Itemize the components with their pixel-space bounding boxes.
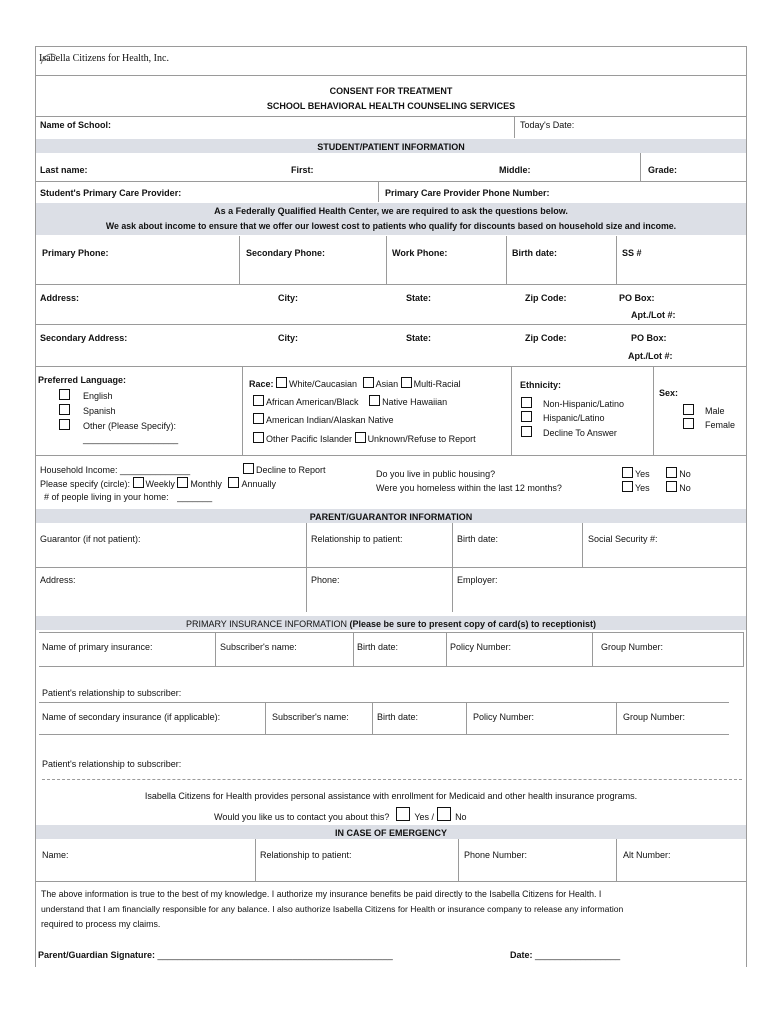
signature-line[interactable]: _______________________________________________: [157, 950, 393, 960]
english-checkbox[interactable]: [59, 389, 70, 400]
secondary-insurance-label[interactable]: Name of secondary insurance (if applicable):: [42, 712, 221, 722]
consent-text-line3: required to process my claims.: [41, 919, 161, 929]
primary-phone-label[interactable]: Primary Phone:: [42, 248, 109, 258]
student-section-header: STUDENT/PATIENT INFORMATION: [317, 142, 465, 152]
ethnicity-label: Ethnicity:: [520, 380, 562, 390]
pacific-islander-option: Other Pacific Islander: [266, 434, 353, 444]
hispanic-checkbox[interactable]: [521, 411, 532, 422]
frequency-label: Please specify (circle):: [40, 479, 131, 489]
emergency-section-header: IN CASE OF EMERGENCY: [334, 828, 447, 838]
form-subtitle: SCHOOL BEHAVIORAL HEALTH COUNSELING SERVICES: [266, 101, 516, 111]
monthly-checkbox[interactable]: [177, 477, 188, 488]
unknown-checkbox[interactable]: [355, 432, 366, 443]
black-checkbox[interactable]: [253, 395, 264, 406]
zip-label[interactable]: Zip Code:: [525, 293, 567, 303]
consent-text-line1: The above information is true to the best of my knowledge. I authorize my insurance benefits be paid directly to the Isabella Citizens for Health. I: [41, 889, 602, 899]
secondary-apt-label[interactable]: Apt./Lot #:: [628, 351, 673, 361]
address-label[interactable]: Address:: [40, 293, 80, 303]
race-row-1: [249, 377, 461, 389]
secondary-zip-label[interactable]: Zip Code:: [525, 333, 567, 343]
insurance-section-header: [36, 619, 746, 629]
medicaid-question: Would you like us to contact you about this?: [214, 812, 390, 822]
english-option: English: [83, 391, 113, 401]
homeless-answers: [622, 481, 691, 493]
homeless-no: No: [679, 483, 691, 493]
female-option: Female: [705, 420, 736, 430]
non-hispanic-option: Non-Hispanic/Latino: [543, 399, 625, 409]
signature-date-row: [510, 950, 620, 960]
medicaid-yes-checkbox[interactable]: [396, 807, 410, 821]
insurance-birth-date-label[interactable]: Birth date:: [357, 642, 399, 652]
race-row-3: [253, 413, 394, 425]
decline-ethnicity-option: Decline To Answer: [543, 428, 617, 438]
guarantor-ssn-label[interactable]: Social Security #:: [588, 534, 658, 544]
medicaid-contact-row: [214, 807, 467, 822]
black-option: African American/Black: [266, 397, 359, 407]
race-row-4: [253, 432, 476, 444]
pcp-label[interactable]: Student's Primary Care Provider:: [40, 188, 182, 198]
group-number-label[interactable]: Group Number:: [601, 642, 664, 652]
spanish-checkbox[interactable]: [59, 404, 70, 415]
medicaid-notice: Isabella Citizens for Health provides personal assistance with enrollment for Medicaid and other health insurance programs.: [144, 791, 638, 801]
last-name-label[interactable]: Last name:: [40, 165, 88, 175]
weekly-checkbox[interactable]: [133, 477, 144, 488]
homeless-yes-checkbox[interactable]: [622, 481, 633, 492]
other-language-blank[interactable]: ___________________: [83, 434, 179, 444]
white-option: White/Caucasian: [289, 379, 358, 389]
city-label[interactable]: City:: [278, 293, 298, 303]
white-checkbox[interactable]: [276, 377, 287, 388]
male-checkbox[interactable]: [683, 404, 694, 415]
secondary-subscriber-label[interactable]: Subscriber's name:: [272, 712, 349, 722]
medicaid-no: No: [455, 812, 467, 822]
secondary-address-label[interactable]: Secondary Address:: [40, 333, 128, 343]
guarantor-address-label[interactable]: Address:: [40, 575, 76, 585]
emergency-relationship-label[interactable]: Relationship to patient:: [260, 850, 352, 860]
race-row-2: [253, 395, 447, 407]
form-title: CONSENT FOR TREATMENT: [329, 86, 453, 96]
consent-form: [35, 46, 747, 967]
signature-date-label: Date:: [510, 950, 533, 960]
multi-racial-checkbox[interactable]: [401, 377, 412, 388]
secondary-city-label[interactable]: City:: [278, 333, 298, 343]
grade-label[interactable]: Grade:: [648, 165, 678, 175]
apt-label[interactable]: Apt./Lot #:: [631, 310, 676, 320]
weekly-option: Weekly: [145, 479, 175, 489]
homeless-question: Were you homeless within the last 12 months?: [376, 483, 562, 493]
relationship-to-subscriber-label[interactable]: Patient's relationship to subscriber:: [42, 688, 182, 698]
income-notice: We ask about income to ensure that we offer our lowest cost to patients who qualify for discounts based on household size and income.: [105, 221, 677, 231]
homeless-yes: Yes: [635, 483, 650, 493]
household-size-blank[interactable]: _______: [177, 492, 213, 502]
male-option: Male: [705, 406, 725, 416]
secondary-group-label[interactable]: Group Number:: [623, 712, 686, 722]
secondary-state-label[interactable]: State:: [406, 333, 432, 343]
household-size-row: [44, 492, 212, 502]
fqhc-notice: As a Federally Qualified Health Center, we are required to ask the questions below.: [214, 206, 568, 216]
medicaid-slash: /: [431, 812, 435, 822]
annually-checkbox[interactable]: [228, 477, 239, 488]
hawaiian-option: Native Hawaiian: [382, 397, 448, 407]
pacific-islander-checkbox[interactable]: [253, 432, 264, 443]
work-phone-label[interactable]: Work Phone:: [392, 248, 448, 258]
public-housing-question: Do you live in public housing?: [376, 469, 496, 479]
spanish-option: Spanish: [83, 406, 116, 416]
decline-income-checkbox[interactable]: [243, 463, 254, 474]
asian-checkbox[interactable]: [363, 377, 374, 388]
public-housing-no-checkbox[interactable]: [666, 467, 677, 478]
ssn-label[interactable]: SS #: [622, 248, 642, 258]
public-housing-yes-checkbox[interactable]: [622, 467, 633, 478]
public-housing-no: No: [679, 469, 691, 479]
sex-label: Sex:: [659, 388, 679, 398]
signature-label: Parent/Guardian Signature:: [38, 950, 156, 960]
primary-insurance-label[interactable]: Name of primary insurance:: [42, 642, 153, 652]
secondary-po-box-label[interactable]: PO Box:: [631, 333, 667, 343]
insurance-header-note: (Please be sure to present copy of card(s) to receptionist): [349, 619, 597, 629]
unknown-option: Unknown/Refuse to Report: [367, 434, 476, 444]
guarantor-phone-label[interactable]: Phone:: [311, 575, 340, 585]
other-language-option: Other (Please Specify):: [83, 421, 177, 431]
secondary-phone-label[interactable]: Secondary Phone:: [246, 248, 326, 258]
consent-text-line2: understand that I am financially responsible for any balance. I also authorize Isabella Citizens for Health or insurance company to release any information: [41, 904, 624, 914]
middle-name-label[interactable]: Middle:: [499, 165, 531, 175]
signature-row: [38, 950, 393, 960]
guarantor-birth-date-label[interactable]: Birth date:: [457, 534, 499, 544]
medicaid-no-checkbox[interactable]: [437, 807, 451, 821]
hispanic-option: Hispanic/Latino: [543, 413, 605, 423]
race-label: Race:: [249, 379, 274, 389]
state-label[interactable]: State:: [406, 293, 432, 303]
american-indian-option: American Indian/Alaskan Native: [266, 415, 394, 425]
decline-income-row: [243, 463, 326, 475]
hawaiian-checkbox[interactable]: [369, 395, 380, 406]
income-frequency-row: [40, 477, 276, 489]
guarantor-label[interactable]: Guarantor (if not patient):: [40, 534, 141, 544]
todays-date-label: Today's Date:: [520, 120, 575, 130]
subscriber-name-label[interactable]: Subscriber's name:: [220, 642, 297, 652]
annually-option: Annually: [241, 479, 276, 489]
household-size-label: # of people living in your home:: [44, 492, 169, 502]
language-label: Preferred Language:: [38, 375, 127, 385]
monthly-option: Monthly: [190, 479, 222, 489]
other-language-checkbox[interactable]: [59, 419, 70, 430]
school-name-label: Name of School:: [40, 120, 112, 130]
homeless-no-checkbox[interactable]: [666, 481, 677, 492]
signature-date-line[interactable]: _________________: [535, 950, 621, 960]
decline-income-option: Decline to Report: [256, 465, 326, 475]
decline-ethnicity-checkbox[interactable]: [521, 426, 532, 437]
pcp-phone-label[interactable]: Primary Care Provider Phone Number:: [385, 188, 550, 198]
medicaid-yes: Yes: [414, 812, 429, 822]
secondary-birth-date-label[interactable]: Birth date:: [377, 712, 419, 722]
emergency-name-label[interactable]: Name:: [42, 850, 69, 860]
american-indian-checkbox[interactable]: [253, 413, 264, 424]
household-income-field[interactable]: Household Income: ______________: [40, 465, 191, 475]
emergency-alt-number-label[interactable]: Alt Number:: [623, 850, 671, 860]
po-box-label[interactable]: PO Box:: [619, 293, 655, 303]
secondary-relationship-label[interactable]: Patient's relationship to subscriber:: [42, 759, 182, 769]
policy-number-label[interactable]: Policy Number:: [450, 642, 512, 652]
insurance-header-text: PRIMARY INSURANCE INFORMATION: [185, 619, 347, 629]
non-hispanic-checkbox[interactable]: [521, 397, 532, 408]
first-name-label[interactable]: First:: [291, 165, 314, 175]
guarantor-relationship-label[interactable]: Relationship to patient:: [311, 534, 403, 544]
female-checkbox[interactable]: [683, 418, 694, 429]
org-name: Isabella Citizens for Health, Inc.: [39, 53, 169, 64]
public-housing-answers: [622, 467, 691, 479]
asian-option: Asian: [375, 379, 399, 389]
guarantor-employer-label[interactable]: Employer:: [457, 575, 498, 585]
birth-date-label[interactable]: Birth date:: [512, 248, 557, 258]
secondary-policy-label[interactable]: Policy Number:: [473, 712, 535, 722]
public-housing-yes: Yes: [635, 469, 650, 479]
guarantor-section-header: PARENT/GUARANTOR INFORMATION: [309, 512, 473, 522]
multi-racial-option: Multi-Racial: [413, 379, 461, 389]
emergency-phone-label[interactable]: Phone Number:: [464, 850, 528, 860]
